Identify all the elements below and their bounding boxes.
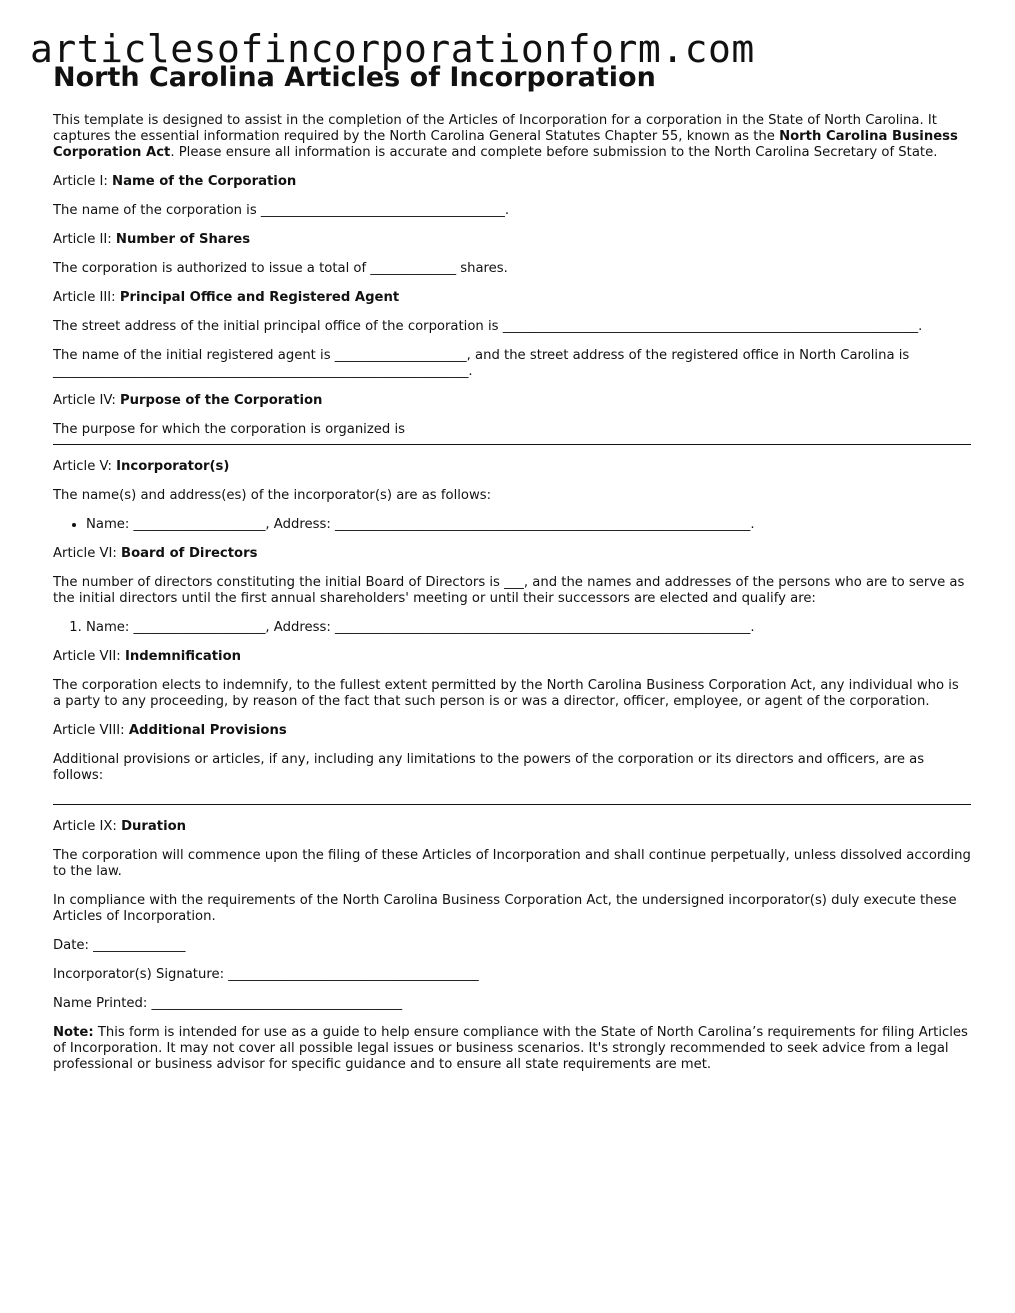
purpose-fill-line — [53, 444, 971, 445]
article-6-heading: Article VI: Board of Directors — [53, 546, 258, 561]
article-3-text-office: The street address of the initial principal office of the corporation is _______________________________________________________________. — [53, 319, 923, 334]
article-8-text: Additional provisions or articles, if any, including any limitations to the powers of the corporation or its directors and officers, are as follows: — [53, 752, 925, 783]
watermark-text: articlesofincorporationform.com — [30, 27, 755, 71]
list-item: 1. Name: ____________________, Address: _______________________________________________________________. — [86, 620, 971, 636]
article-3-heading: Article III: Principal Office and Registered Agent — [53, 290, 400, 305]
article-9-heading: Article IX: Duration — [53, 819, 187, 834]
article-8-heading: Article VIII: Additional Provisions — [53, 723, 287, 738]
note-paragraph: Note: This form is intended for use as a guide to help ensure compliance with the State of North Carolina’s requirements for filing Articles of Incorporation. It may not cover all possible legal issues or business scenarios. It's strongly recommended to seek advice from a legal professional or business advisor for specific guidance and to ensure all state requirements are met. — [53, 1025, 968, 1072]
name-printed-line: Name Printed: ______________________________________ — [53, 996, 403, 1011]
article-2-heading: Article II: Number of Shares — [53, 232, 251, 247]
article-5-text: The name(s) and address(es) of the incorporator(s) are as follows: — [53, 488, 492, 503]
article-5-heading: Article V: Incorporator(s) — [53, 459, 230, 474]
article-1-text: The name of the corporation is _____________________________________. — [53, 203, 510, 218]
article-2-text: The corporation is authorized to issue a total of _____________ shares. — [53, 261, 508, 276]
article-7-text: The corporation elects to indemnify, to the fullest extent permitted by the North Carolina Business Corporation Act, any individual who is a party to any proceeding, by reason of the fact that such person is or was a director, officer, employee, or agent of the corporation. — [53, 678, 959, 709]
article-6-text: The number of directors constituting the initial Board of Directors is ___, and the names and addresses of the persons who are to serve as the initial directors until the first annual shareholders' meeting or until their successors are elected and qualify are: — [53, 575, 965, 606]
article-3-text-agent: The name of the initial registered agent is ____________________, and the street address of the registered office in North Carolina is _______________________________________________________________. — [53, 348, 910, 379]
incorporator-list — [53, 517, 971, 533]
article-1-heading: Article I: Name of the Corporation — [53, 174, 297, 189]
compliance-text: In compliance with the requirements of the North Carolina Business Corporation Act, the undersigned incorporator(s) duly execute these Articles of Incorporation. — [53, 893, 957, 924]
intro-paragraph: This template is designed to assist in the completion of the Articles of Incorporation for a corporation in the State of North Carolina. It captures the essential information required by the North Carolina General Statutes Chapter 55, known as the North Carolina Business Corporation Act. Please ensure all information is accurate and complete before submission to the North Carolina Secretary of State. — [53, 113, 958, 160]
page-title: North Carolina Articles of Incorporation — [53, 62, 656, 93]
article-9-text: The corporation will commence upon the filing of these Articles of Incorporation and shall continue perpetually, unless dissolved according to the law. — [53, 848, 971, 879]
article-7-heading: Article VII: Indemnification — [53, 649, 242, 664]
article-4-text: The purpose for which the corporation is organized is — [53, 422, 405, 437]
article-4-heading: Article IV: Purpose of the Corporation — [53, 393, 323, 408]
provisions-fill-line — [53, 804, 971, 805]
date-line: Date: ______________ — [53, 938, 186, 953]
document-body — [53, 113, 971, 1086]
list-item: • Name: ____________________, Address: _______________________________________________________________. — [86, 517, 971, 533]
signature-line: Incorporator(s) Signature: ______________________________________ — [53, 967, 479, 982]
director-list — [53, 620, 971, 636]
